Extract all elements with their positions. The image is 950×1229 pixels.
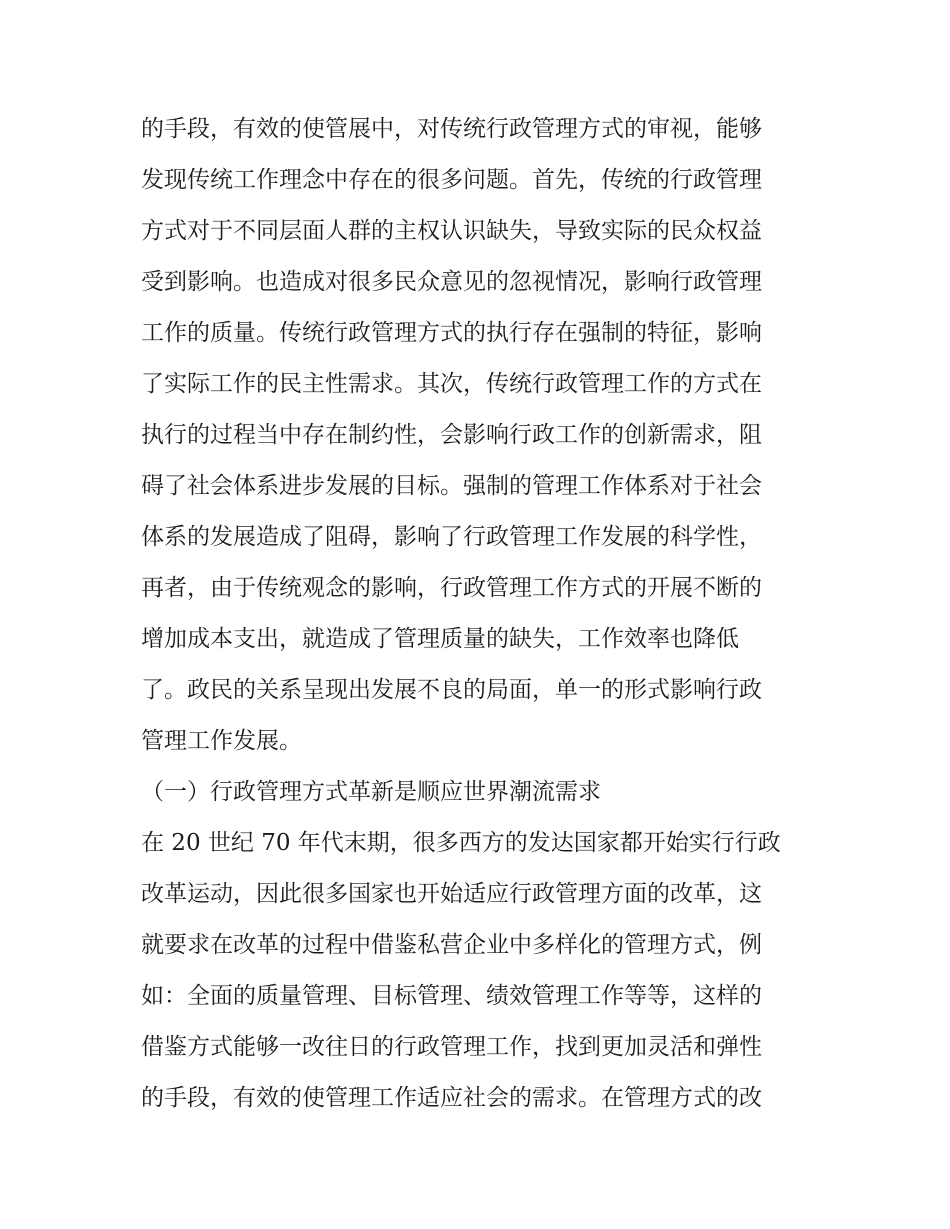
text-line: 借鉴方式能够一改往日的行政管理工作，找到更加灵活和弹性	[141, 1034, 762, 1060]
text-line: 改革运动，因此很多国家也开始适应行政管理方面的改革，这	[141, 881, 762, 907]
text-line: 受到影响。也造成对很多民众意见的忽视情况，影响行政管理	[141, 269, 762, 295]
text-line: 碍了社会体系进步发展的目标。强制的管理工作体系对于社会	[141, 473, 762, 499]
text-line: 工作的质量。传统行政管理方式的执行存在强制的特征，影响	[141, 320, 762, 346]
text-line: 了实际工作的民主性需求。其次，传统行政管理工作的方式在	[141, 371, 762, 397]
text-line: 增加成本支出，就造成了管理质量的缺失，工作效率也降低	[141, 626, 739, 652]
text-line: 了。政民的关系呈现出发展不良的局面，单一的形式影响行政	[141, 677, 762, 703]
text-line: 的手段，有效的使管展中，对传统行政管理方式的审视，能够	[141, 116, 762, 142]
text-line: 在 20 世纪 70 年代末期，很多西方的发达国家都开始实行行政	[141, 830, 781, 856]
text-line: 管理工作发展。	[141, 728, 302, 754]
text-line: 方式对于不同层面人群的主权认识缺失，导致实际的民众权益	[141, 218, 762, 244]
text-line: 体系的发展造成了阻碍，影响了行政管理工作发展的科学性，	[141, 524, 762, 550]
text-line: 发现传统工作理念中存在的很多问题。首先，传统的行政管理	[141, 167, 762, 193]
text-line: 的手段，有效的使管理工作适应社会的需求。在管理方式的改	[141, 1085, 762, 1111]
section-heading: （一）行政管理方式革新是顺应世界潮流需求	[141, 779, 601, 805]
text-line: 就要求在改革的过程中借鉴私营企业中多样化的管理方式，例	[141, 932, 762, 958]
text-line: 执行的过程当中存在制约性，会影响行政工作的创新需求，阻	[141, 422, 762, 448]
text-line: 如：全面的质量管理、目标管理、绩效管理工作等等，这样的	[141, 983, 762, 1009]
body-text	[141, 104, 821, 1124]
text-line: 再者，由于传统观念的影响，行政管理工作方式的开展不断的	[141, 575, 762, 601]
